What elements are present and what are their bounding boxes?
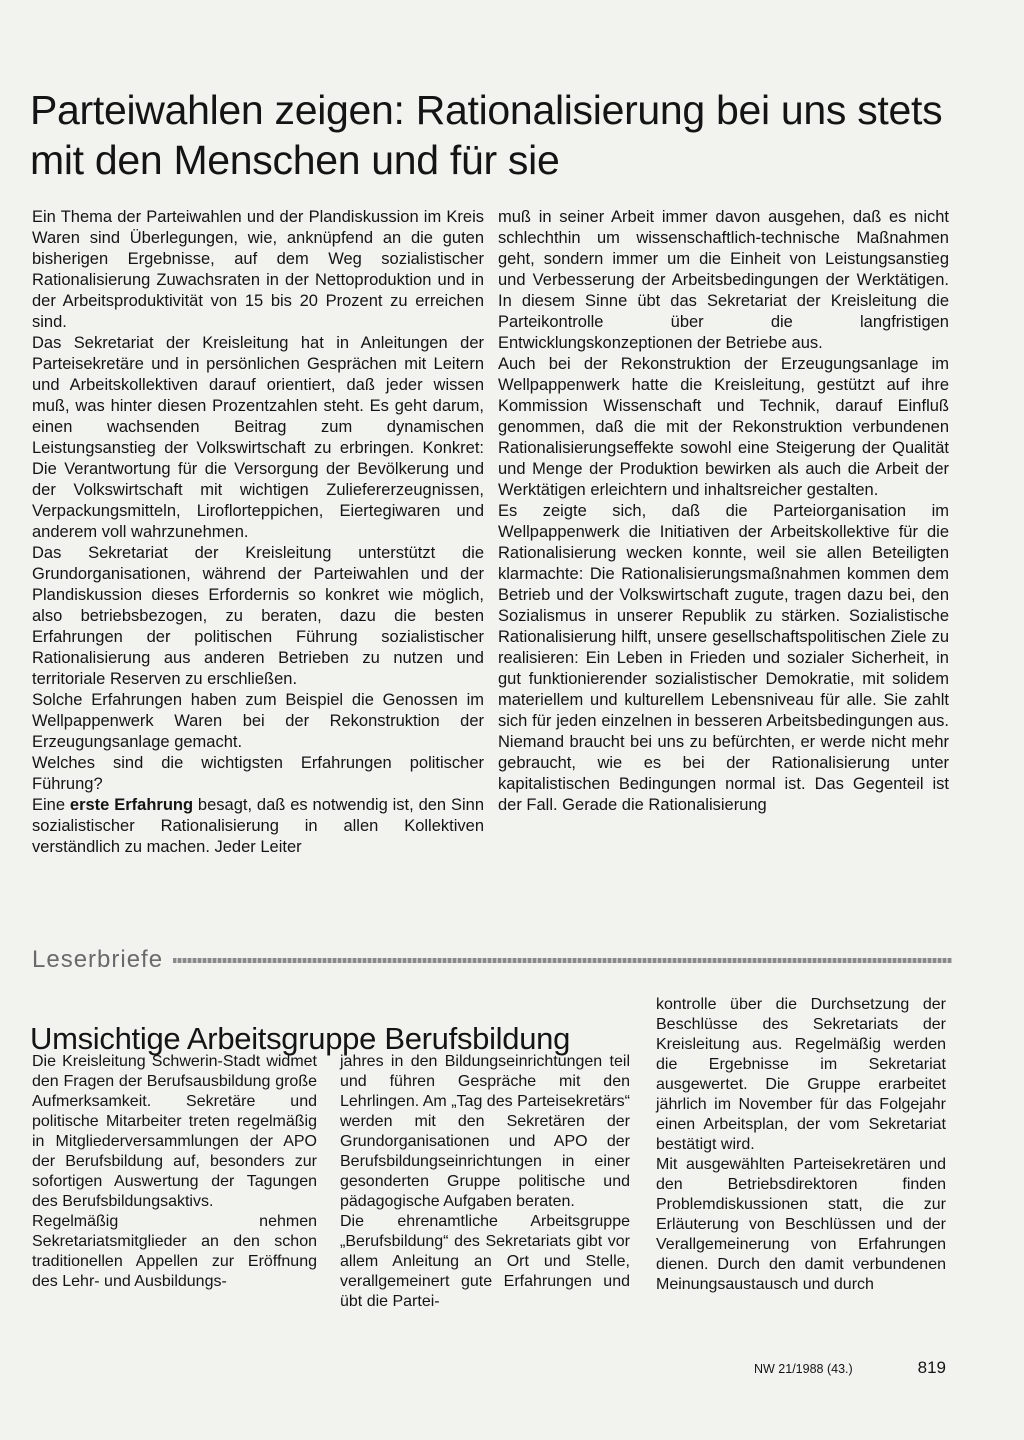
paragraph: Das Sekretariat der Kreisleitung unterstützt die Grundorganisationen, während der Parteiwahlen und der Plandiskussion dieses Erfordernis so konkret wie möglich, also betriebsbezogen, zu beraten, dazu die besten Erfahrungen der politischen Führung sozialistischer Rationalisierung aus anderen Betrieben zu nutzen und territoriale Reserven zu erschließen. <box>32 544 484 688</box>
paragraph: kontrolle über die Durchsetzung der Beschlüsse des Sekretariats der Kreisleitung aus. Regelmäßig werden die Ergebnisse im Sekretariat ausgewertet. Die Gruppe erarbeitet jährlich im November für das Folgejahr einen Arbeitsplan, der vom Sekretariat bestätigt wird. <box>656 996 946 1153</box>
page-footer <box>754 1358 946 1378</box>
paragraph: Die Kreisleitung Schwerin-Stadt widmet den Fragen der Berufsausbildung große Aufmerksamkeit. Sekretäre und politische Mitarbeiter treten regelmäßig in Mitgliederversammlungen der APO der Berufsbildung auf, besonders zur sofortigen Auswertung der Tagungen des Berufsbildungsaktivs. <box>32 1053 317 1210</box>
paragraph: Es zeigte sich, daß die Parteiorganisation im Wellpappenwerk die Initiativen der Arbeitskollektive für die Rationalisierung wecken konnte, weil sie allen Beteiligten klarmachte: Die Rationalisierungsmaßnahmen kommen dem Betrieb und der Volkswirtschaft zugute, tragen dazu bei, den Sozialismus in unserer Republik zu stärken. Sozialistische Rationalisierung hilft, unsere gesellschaftspolitischen Ziele zu realisieren: Ein Leben in Frieden und sozialer Sicherheit, in gut funktionierender sozialistischer Demokratie, mit solidem materiellem und kulturellem Lebensniveau für alle. Sie zahlt sich für jeden einzelnen in besseren Arbeitsbedingungen aus. Niemand braucht bei uns zu befürchten, er werde nicht mehr gebraucht, wie es bei der Rationalisierung unter kapitalistischen Bedingungen normal ist. Das Gegenteil ist der Fall. Gerade die Rationalisierung <box>498 502 949 814</box>
issue-info: NW 21/1988 (43.) <box>754 1362 853 1376</box>
paragraph: jahres in den Bildungseinrichtungen teil und führen Gespräche mit den Lehrlingen. Am „Tag des Parteisekretärs“ werden mit den Sekretären der Grundorganisationen und APO der Berufsbildungseinrichtungen in einer gesonderten Gruppe politische und pädagogische Aufgaben beraten. <box>340 1053 630 1210</box>
paragraph-rest: besagt, daß es notwendig ist, den Sinn sozialistischer Rationalisierung in allen Kollektiven verständlich zu machen. Jeder Leiter <box>32 796 485 856</box>
paragraph: Regelmäßig nehmen Sekretariatsmitglieder an den schon traditionellen Appellen zur Eröffnung des Lehr- und Ausbildungs- <box>32 1213 317 1290</box>
paragraph: Welches sind die wichtigsten Erfahrungen politischer Führung? <box>32 754 484 793</box>
paragraph: Mit ausgewählten Parteisekretären und den Betriebsdirektoren finden Problemdiskussionen statt, die zur Erläuterung von Beschlüssen und der Verallgemeinerung von Erfahrungen dienen. Durch den damit verbundenen Meinungsaustausch und durch <box>656 1156 946 1293</box>
article-headline: Parteiwahlen zeigen: Rationalisierung bei uns stets mit den Menschen und für sie <box>30 87 943 184</box>
paragraph: Die ehrenamtliche Arbeitsgruppe „Berufsbildung“ des Sekretariats gibt vor allem Anleitung an Ort und Stelle, verallgemeinert gute Erfahrungen und übt die Partei- <box>340 1213 630 1310</box>
letter-column-2 <box>340 1052 630 1312</box>
section-label: Leserbriefe <box>32 946 164 973</box>
letter-headline: Umsichtige Arbeitsgruppe Berufsbildung <box>30 1020 571 1056</box>
paragraph-lead: Eine <box>32 796 70 814</box>
page-number: 819 <box>917 1358 946 1377</box>
paragraph: muß in seiner Arbeit immer davon ausgehen, daß es nicht schlechthin um wissenschaftlich-technische Maßnahmen geht, sondern immer um die Einheit von Leistungsanstieg und Verbesserung der Arbeitsbedingungen der Werktätigen. In diesem Sinne übt das Sekretariat der Kreisleitung die Parteikontrolle über die langfristigen Entwicklungskonzeptionen der Betriebe aus. <box>498 208 949 352</box>
letter-column-3 <box>656 995 946 1295</box>
section-bar <box>32 946 952 974</box>
paragraph: Ein Thema der Parteiwahlen und der Plandiskussion im Kreis Waren sind Überlegungen, wie, anknüpfend an die guten bisherigen Ergebnisse, auf dem Weg sozialistischer Rationalisierung Zuwachsraten in der Nettoproduktion und in der Arbeitsproduktivität von 15 bis 20 Prozent zu erreichen sind. <box>32 208 484 331</box>
letter-column-1 <box>32 1052 317 1292</box>
emphasis-text: erste Erfahrung <box>69 796 194 814</box>
paragraph: Auch bei der Rekonstruktion der Erzeugungsanlage im Wellpappenwerk hatte die Kreisleitung, gestützt auf ihre Kommission Wissenschaft und Technik, darauf Einfluß genommen, daß die mit der Rekonstruktion verbundenen Rationalisierungseffekte sowohl eine Steigerung der Qualität und Menge der Produktion bewirken als auch die Arbeit der Werktätigen erleichtern und inhaltsreicher gestalten. <box>498 355 949 499</box>
article-column-1 <box>32 207 484 858</box>
paragraph <box>32 795 484 858</box>
article-column-2 <box>498 207 949 816</box>
section-divider <box>173 958 952 963</box>
paragraph: Das Sekretariat der Kreisleitung hat in Anleitungen der Parteisekretäre und in persönlichen Gesprächen mit Leitern und Arbeitskollektiven darauf orientiert, daß jeder wissen muß, was hinter diesen Prozentzahlen steht. Es geht darum, einen wachsenden Beitrag zum dynamischen Leistungsanstieg der Volkswirtschaft zu erbringen. Konkret: Die Verantwortung für die Versorgung der Bevölkerung und der Volkswirtschaft mit wichtigen Zuliefererzeugnissen, Verpackungsmitteln, Liroflorteppichen, Eiertegiwaren und anderem voll wahrzunehmen. <box>32 334 484 541</box>
paragraph: Solche Erfahrungen haben zum Beispiel die Genossen im Wellpappenwerk Waren bei der Rekonstruktion der Erzeugungsanlage gemacht. <box>32 691 484 751</box>
